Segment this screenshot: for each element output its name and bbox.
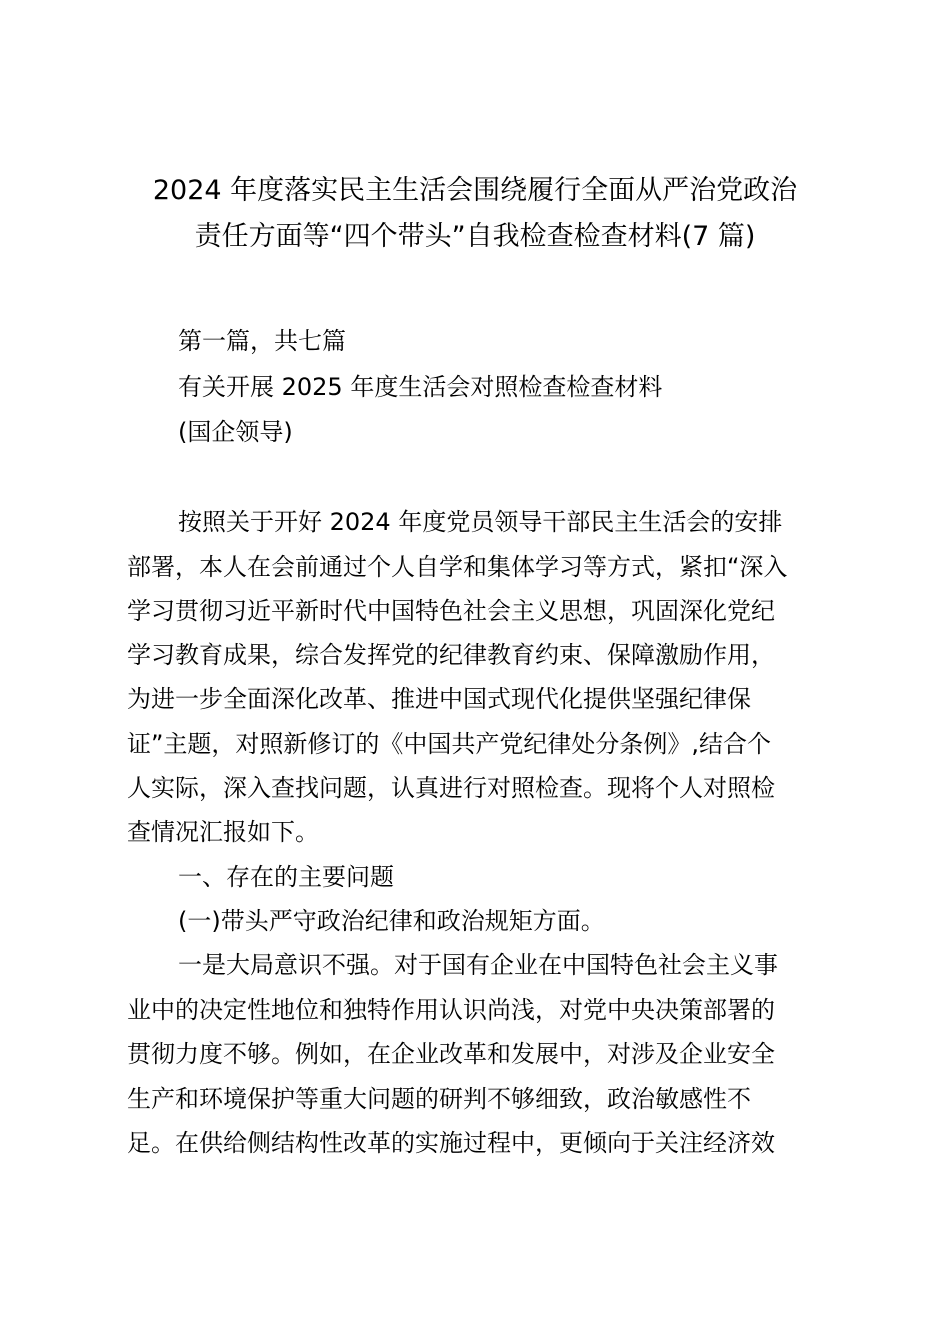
body-line-7: 人实际，深入查找问题，认真进行对照检查。现将个人对照检 [127, 774, 775, 802]
body-line-15: 足。在供给侧结构性改革的实施过程中，更倾向于关注经济效 [127, 1129, 775, 1157]
body-line-3: 学习贯彻习近平新时代中国特色社会主义思想，巩固深化党纪 [127, 597, 775, 625]
body-line-2: 部署，本人在会前通过个人自学和集体学习等方式，紧扣“深入 [127, 553, 788, 581]
body-line-4: 学习教育成果，综合发挥党的纪律教育约束、保障激励作用， [127, 641, 775, 669]
section-heading: 一、存在的主要问题 [178, 863, 394, 891]
title-line-1: 2024 年度落实民主生活会围绕履行全面从严治党政治 [152, 175, 798, 206]
subtitle-line-2: (国企领导) [178, 418, 293, 446]
body-line-1: 按照关于开好 2024 年度党员领导干部民主生活会的安排 [178, 508, 783, 536]
subtitle-line-1: 有关开展 2025 年度生活会对照检查检查材料 [178, 373, 663, 401]
body-line-11: 一是大局意识不强。对于国有企业在中国特色社会主义事 [178, 951, 778, 979]
body-line-6: 证”主题，对照新修订的《中国共产党纪律处分条例》,结合个 [127, 730, 772, 758]
body-line-12: 业中的决定性地位和独特作用认识尚浅，对党中央决策部署的 [127, 996, 775, 1024]
subsection-heading: (一)带头严守政治纪律和政治规矩方面。 [178, 907, 605, 935]
title-line-2: 责任方面等“四个带头”自我检查检查材料(7 篇) [194, 221, 756, 252]
document-title [100, 168, 850, 260]
body-line-8: 查情况汇报如下。 [127, 818, 319, 846]
section-marker: 第一篇，共七篇 [178, 327, 346, 355]
body-line-5: 为进一步全面深化改革、推进中国式现代化提供坚强纪律保 [127, 685, 751, 713]
body-line-13: 贯彻力度不够。例如，在企业改革和发展中，对涉及企业安全 [127, 1040, 775, 1068]
body-line-14: 生产和环境保护等重大问题的研判不够细致，政治敏感性不 [127, 1085, 751, 1113]
